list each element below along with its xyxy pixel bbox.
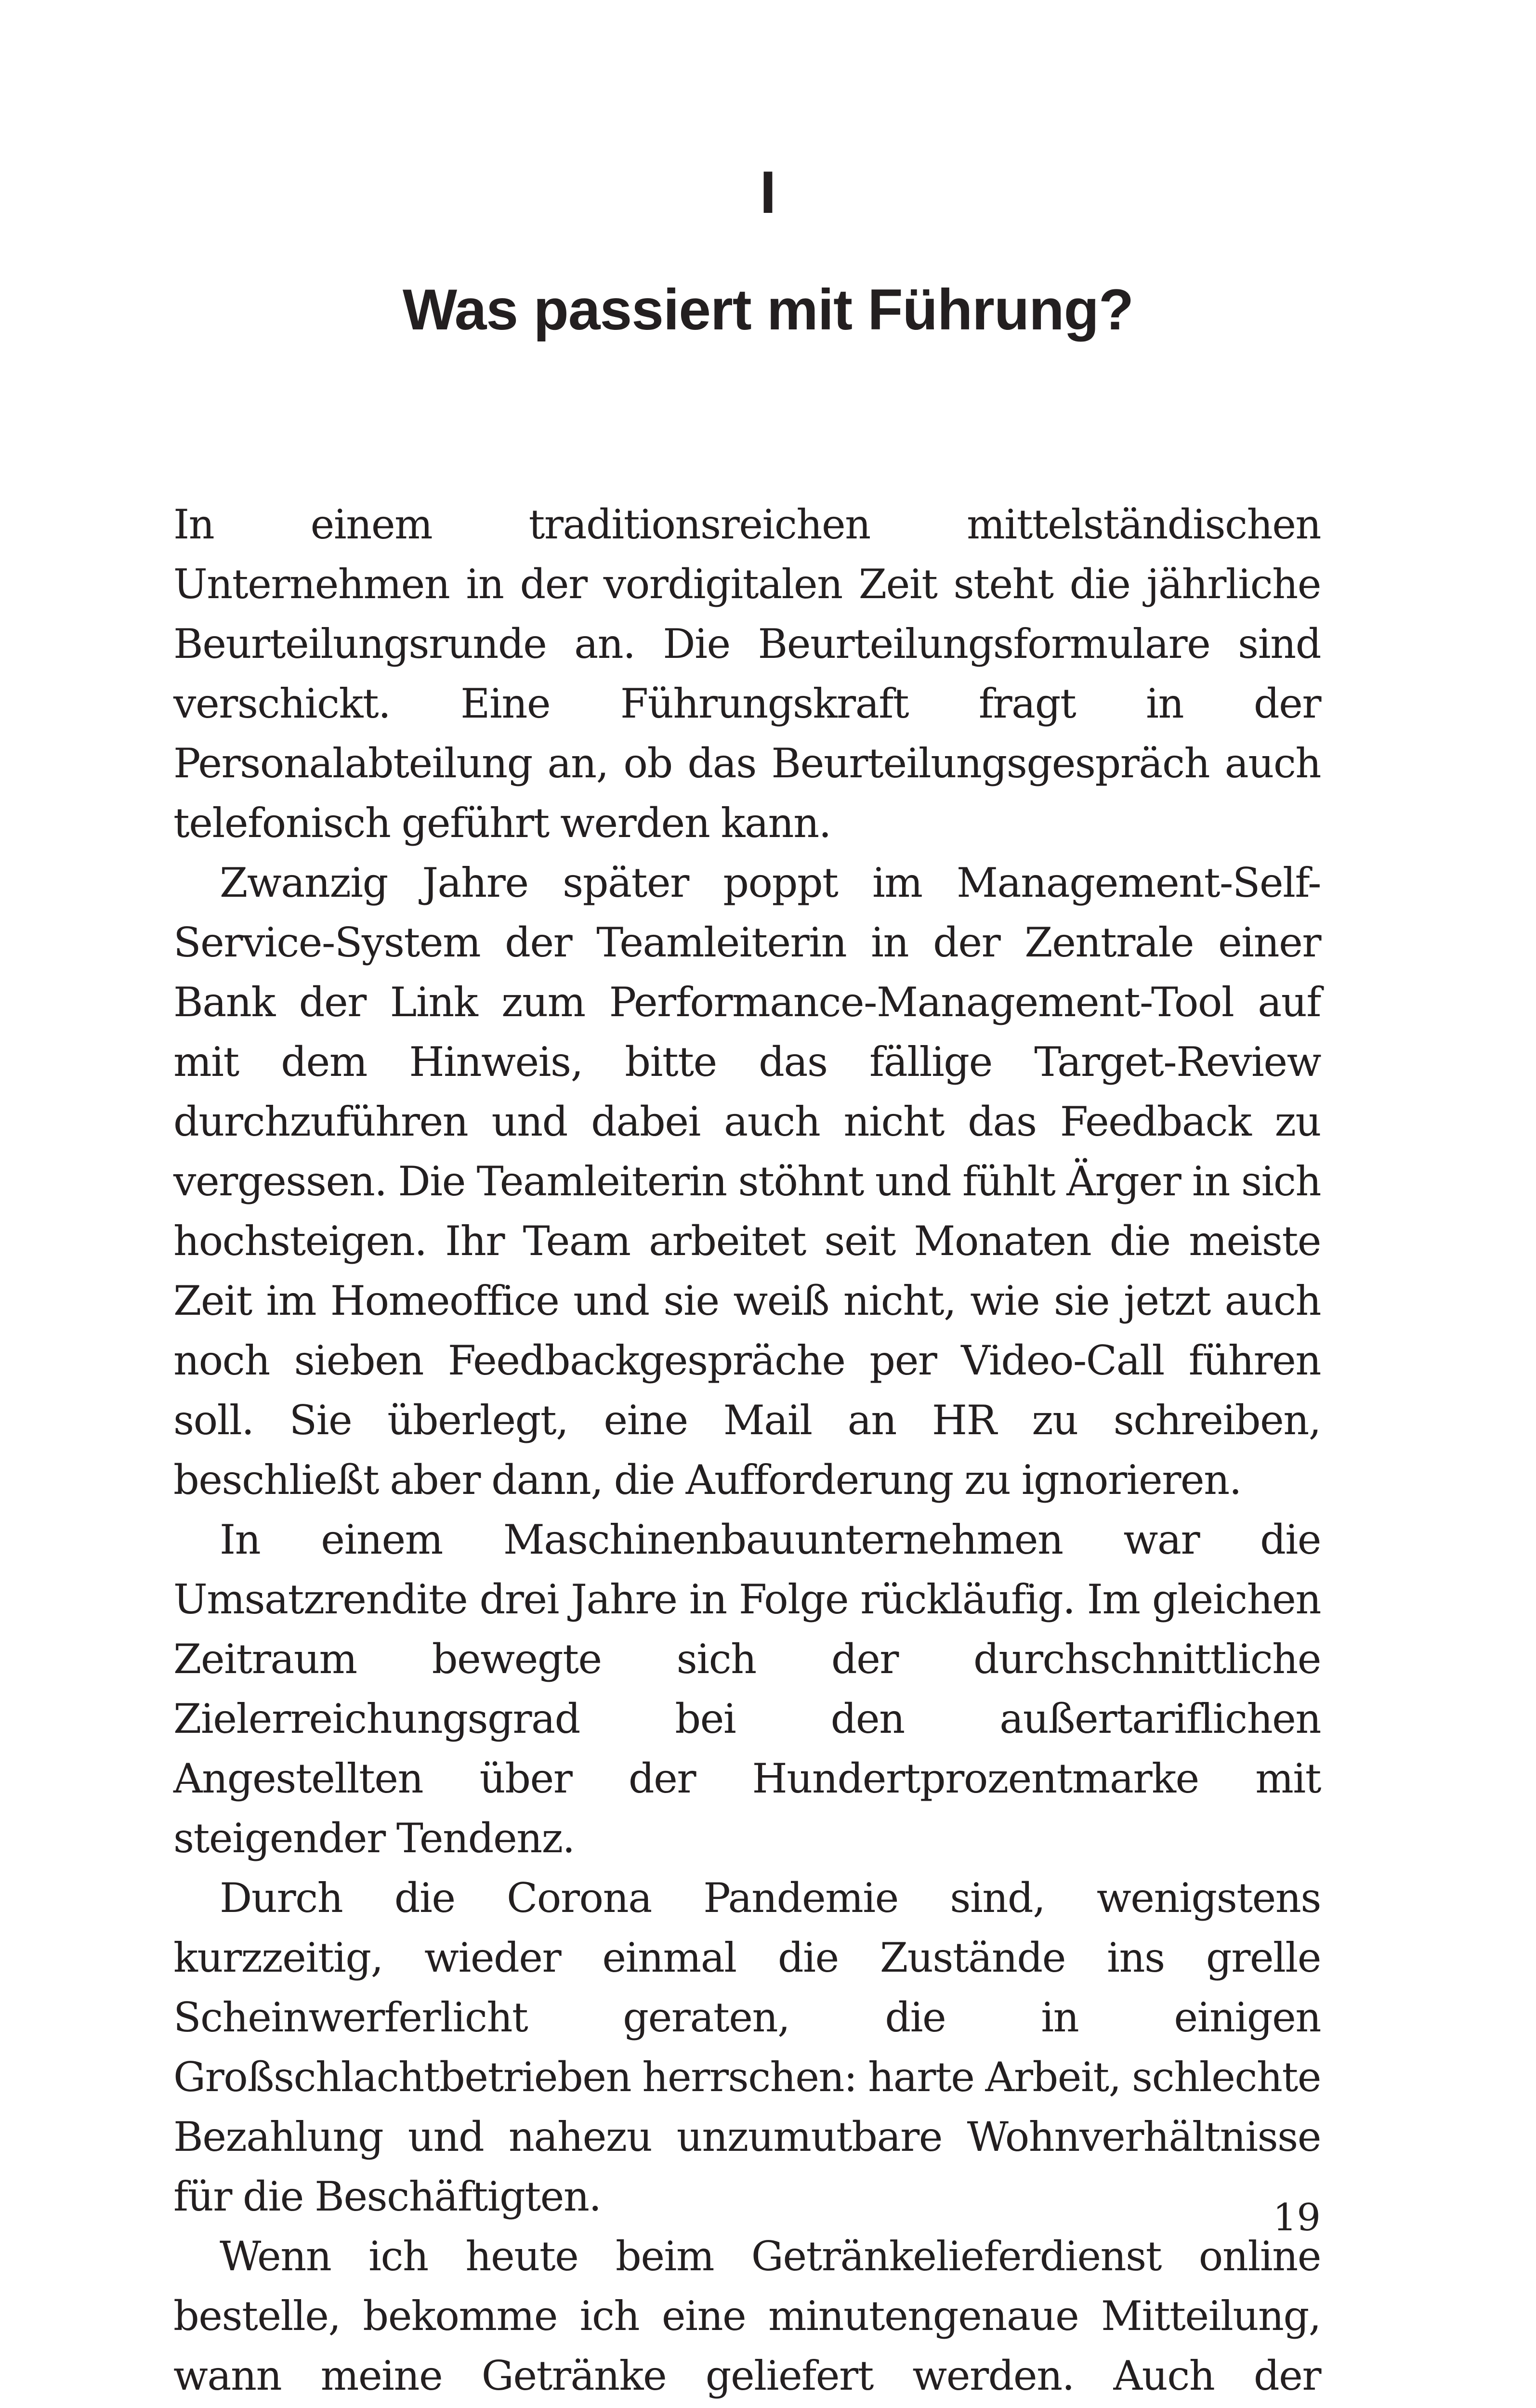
paragraph-3: In einem Maschinenbauunternehmen war die Umsatzrendite drei Jahre in Folge rückläufig. Im gleichen Zeitraum bewegte sich der durchschnittliche Zielerreichungsgrad bei den außertariflichen Angestellten über der Hundertprozentmarke mit steigender Tendenz.	[173, 1516, 1321, 1862]
paragraph-2: Zwanzig Jahre später poppt im Management-Self-Service-System der Teamleiterin in der Zentrale einer Bank der Link zum Performance-Management-Tool auf mit dem Hinweis, bitte das fällige Target-Review durchzuführen und dabei auch nicht das Feedback zu vergessen. Die Teamleiterin stöhnt und fühlt Ärger in sich hochsteigen. Ihr Team arbeitet seit Monaten die meiste Zeit im Homeoffice und sie weiß nicht, wie sie jetzt auch noch sieben Feedbackgespräche per Video-Call führen soll. Sie überlegt, eine Mail an HR zu schreiben, beschließt aber dann, die Aufforderung zu ignorieren.	[173, 859, 1321, 1504]
paragraph-4: Durch die Corona Pandemie sind, wenigstens kurzzeitig, wieder einmal die Zustände ins grelle Scheinwerferlicht geraten, die in einigen Großschlachtbetrieben herrschen: harte Arbeit, schlechte Bezahlung und nahezu unzumutbare Wohnverhältnisse für die Beschäftigten.	[173, 1874, 1321, 2220]
paragraph-5: Wenn ich heute beim Getränkelieferdienst online bestelle, bekomme ich eine minutengenaue Mitteilung, wann meine Getränke geliefert werden. Auch der	[173, 2233, 1321, 2399]
paragraph-1: In einem traditionsreichen mittelständischen Unternehmen in der vordigitalen Zeit steht die jährliche Beurteilungsrunde an. Die Beurteilungsformulare sind verschickt. Eine Führungskraft fragt in der Personalabteilung an, ob das Beurteilungsgespräch auch telefonisch geführt werden kann.	[173, 501, 1321, 847]
chapter-title: Was passiert mit Führung?	[402, 277, 1134, 342]
page-number: 19	[1273, 2196, 1321, 2239]
chapter-number: I	[760, 159, 776, 226]
body-text	[173, 495, 1321, 2408]
